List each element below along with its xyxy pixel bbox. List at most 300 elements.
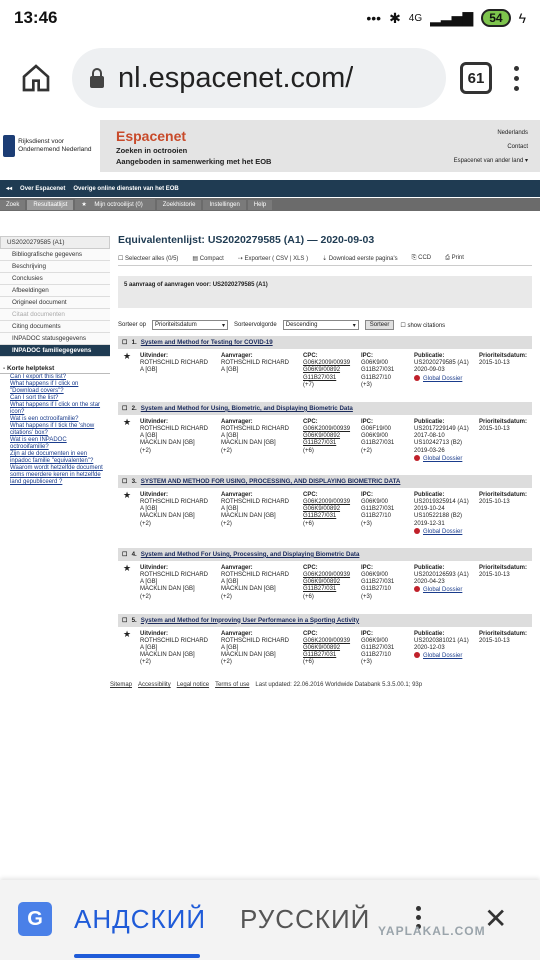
inventor-value: MACKLIN DAN [GB] <box>140 586 195 593</box>
source-language-tab[interactable]: АНДСКИЙ <box>74 904 207 934</box>
priority-label: Prioriteitsdatum: <box>479 491 528 498</box>
sidebar-item-bibliographic[interactable]: Bibliografische gegevens <box>0 249 110 261</box>
ipc-label: IPC: <box>361 418 373 425</box>
ipc-value: G06K9/00 <box>361 360 389 367</box>
pub-value: US2017229149 (A1) <box>414 426 469 432</box>
global-dossier-link[interactable]: Global Dossier <box>414 528 469 536</box>
applicant-value: ROTHSCHILD RICHARD <box>221 499 290 505</box>
other-country-label: Espacenet van ander land <box>453 158 524 164</box>
result-body <box>118 488 532 544</box>
inventor-value: A [GB] <box>140 506 158 513</box>
tab-settings[interactable]: Instellingen <box>203 200 245 210</box>
chevron-down-icon: ▾ <box>222 322 226 329</box>
help-link[interactable]: Zijn al de documenten in een inpadoc familie "equivalenten"? <box>10 451 94 464</box>
cpc-value[interactable]: G06K9/00892 <box>303 506 341 513</box>
result-ipc-column <box>361 631 394 667</box>
order-select[interactable] <box>283 320 359 330</box>
applicant-value: ROTHSCHILD RICHARD <box>221 572 290 578</box>
result-pub-column <box>414 492 469 536</box>
status-icons <box>366 9 526 27</box>
sidebar-item-original[interactable]: Origineel document <box>0 297 110 309</box>
help-box <box>0 364 110 486</box>
inventor-value: A [GB] <box>140 433 158 440</box>
applicant-value: MACKLIN DAN [GB] <box>221 652 276 659</box>
ipc-value: G11B27/031 <box>361 506 395 513</box>
pub-value: US2020126593 (A1) <box>414 572 469 578</box>
ipc-value: G11B27/10 <box>361 652 391 659</box>
language-link[interactable]: Nederlands <box>497 130 528 136</box>
result-header <box>118 336 532 349</box>
ipc-value: G11B27/031 <box>361 645 395 651</box>
applicant-value: A [GB] <box>221 506 239 513</box>
ipc-label: IPC: <box>361 491 373 498</box>
inventor-value: (+2) <box>140 520 151 527</box>
tab-help[interactable]: Help <box>248 200 272 210</box>
sidebar-item-claims[interactable]: Conclusies <box>0 273 110 285</box>
ipc-value: G11B27/031 <box>361 367 395 374</box>
inventor-value: MACKLIN DAN [GB] <box>140 513 195 520</box>
result-inventor-column <box>140 492 208 528</box>
result-ipc-column <box>361 353 394 389</box>
footer-link-legal[interactable]: Legal notice <box>176 682 210 688</box>
inventor-value: ROTHSCHILD RICHARD <box>140 360 209 367</box>
help-link[interactable]: Can I sort the list? <box>10 395 59 401</box>
result-priority-column <box>479 419 527 433</box>
pub-value: 2019-03-26 <box>414 447 445 454</box>
cpc-value[interactable]: G06K2009/00939 <box>303 360 351 367</box>
cpc-label: CPC: <box>303 564 318 571</box>
ccd-label: CCD <box>418 255 432 261</box>
inventor-value: (+2) <box>140 593 151 600</box>
priority-label: Prioriteitsdatum: <box>479 630 528 637</box>
result-ipc-column <box>361 565 394 601</box>
chevron-down-icon: ▾ <box>352 322 356 329</box>
order-label: Sorteervolgorde <box>234 322 277 328</box>
cpc-value: (+6) <box>303 447 314 454</box>
result-title-link[interactable]: System and Method For Using, Processing, and Displaying Biometric Data <box>140 550 360 558</box>
sort-label: Sorteer op <box>118 322 147 328</box>
rvo-logo[interactable] <box>0 122 100 170</box>
global-dossier-link[interactable]: Global Dossier <box>414 375 469 383</box>
sidebar-item-inpadoc-family[interactable]: INPADOC familiegegevens <box>0 345 110 357</box>
result-number: 1. <box>131 339 137 346</box>
result-number: 3. <box>131 477 137 485</box>
show-citations-checkbox[interactable]: ☐ show citations <box>400 322 446 329</box>
star-icon[interactable]: ★ <box>123 628 132 639</box>
result-title-link[interactable]: SYSTEM AND METHOD FOR USING, PROCESSING, AND DISPLAYING BIOMETRIC DATA <box>140 477 401 485</box>
cpc-value[interactable]: G11B27/031 <box>303 374 337 381</box>
lock-icon <box>88 67 106 89</box>
cpc-value[interactable]: G06K9/00892 <box>303 579 341 586</box>
result-applicant-column <box>221 419 289 455</box>
result-inventor-column <box>140 419 208 455</box>
sidebar <box>0 236 110 357</box>
export-formats: ( CSV | XLS ) <box>272 256 309 262</box>
cpc-value[interactable]: G06K2009/00939 <box>303 637 351 644</box>
sort-button[interactable]: Sorteer <box>365 320 395 330</box>
sidebar-item-inpadoc-status[interactable]: INPADOC statusgegevens <box>0 333 110 345</box>
result-pub-column <box>414 353 469 383</box>
applicant-value: MACKLIN DAN [GB] <box>221 440 276 447</box>
result-number: 4. <box>131 550 137 558</box>
help-title-text: Korte helptekst <box>6 365 55 372</box>
header-subtitle-2: Aangeboden in samenwerking met het EOB <box>116 157 272 166</box>
help-title: - Korte helptekst <box>0 364 110 374</box>
tab-history[interactable]: Zoekhistorie <box>157 200 202 210</box>
export-button[interactable]: ⇢ Exporteer ( CSV | XLS ) <box>237 256 309 262</box>
applicant-label: Aanvrager: <box>221 491 253 498</box>
network-label: 4G <box>408 12 423 24</box>
select-all-label: Selecteer alles <box>125 256 165 262</box>
result-inventor-column <box>140 353 208 375</box>
ipc-value: G11B27/10 <box>361 513 391 520</box>
star-icon[interactable]: ★ <box>123 416 132 427</box>
inventor-label: Uitvinder: <box>140 564 169 571</box>
result-priority-column <box>479 631 527 645</box>
ipc-value: (+3) <box>361 593 372 600</box>
result-body <box>118 561 532 610</box>
ipc-value: G11B27/10 <box>361 586 391 593</box>
sidebar-item-drawings[interactable]: Afbeeldingen <box>0 285 110 297</box>
inventor-value: A [GB] <box>140 367 158 374</box>
result-cpc-column <box>303 492 350 528</box>
other-country-select[interactable]: Espacenet van ander land ▾ <box>453 158 528 164</box>
priority-label: Prioriteitsdatum: <box>479 418 528 425</box>
result-header <box>118 548 532 561</box>
pub-label: Publicatie: <box>414 491 445 498</box>
applicant-label: Aanvrager: <box>221 630 253 637</box>
site-header <box>0 120 540 178</box>
sidebar-item-description[interactable]: Beschrijving <box>0 261 110 273</box>
help-link[interactable]: Waarom wordt hetzelfde document soms meerdere keren in hetzelfde land gepubliceerd ? <box>10 465 103 485</box>
result-checkbox[interactable]: ☐ <box>122 616 128 624</box>
cpc-value[interactable]: G06K2009/00939 <box>303 572 351 578</box>
nav-about[interactable]: Over Espacenet <box>20 185 66 192</box>
export-label: Exporteer <box>244 256 271 262</box>
page-title: Equivalentenlijst: US2020279585 (A1) — 2020-09-03 <box>118 234 375 246</box>
url-field[interactable] <box>72 48 446 108</box>
inventor-label: Uitvinder: <box>140 630 169 637</box>
result-cpc-column <box>303 353 350 389</box>
applicant-value: ROTHSCHILD RICHARD <box>221 426 290 432</box>
footer <box>110 682 422 688</box>
compact-button[interactable]: ▤ Compact <box>192 256 224 262</box>
status-bar <box>0 0 540 36</box>
cpc-label: CPC: <box>303 418 318 425</box>
target-language-tab[interactable]: РУССКИЙ <box>240 904 371 934</box>
cpc-value[interactable]: G06K9/00892 <box>303 433 341 440</box>
tab-search[interactable]: Zoek <box>0 200 25 210</box>
pub-value: 2017-08-10 <box>414 433 445 440</box>
inventor-value: MACKLIN DAN [GB] <box>140 440 195 447</box>
help-link[interactable]: Wat is een INPADOC octrooifamilie? <box>10 437 67 450</box>
header-band <box>100 120 540 172</box>
ipc-value: G06K9/00 <box>361 572 389 578</box>
result-pub-column <box>414 419 469 463</box>
cpc-value: (+6) <box>303 593 314 600</box>
cpc-value[interactable]: G11B27/031 <box>303 586 337 593</box>
compact-label: Compact <box>199 256 224 262</box>
footer-link-accessibility[interactable]: Accessibility <box>138 682 171 688</box>
applicant-value: ROTHSCHILD RICHARD <box>221 637 290 644</box>
global-dossier-link[interactable]: Global Dossier <box>414 586 469 594</box>
applicant-label: Aanvrager: <box>221 353 253 359</box>
pub-value: US10522188 (B2) <box>414 513 463 520</box>
print-label: Print <box>451 255 464 261</box>
select-all-checkbox[interactable]: ☐ Selecteer alles (0/5) <box>118 256 179 262</box>
result-cpc-column <box>303 565 350 601</box>
tab-my-list[interactable]: ★ Mijn octrooilijst (0) <box>75 199 154 210</box>
result-count-text: 5 aanvraag of aanvragen voor: US2020279585 (A1) <box>124 282 268 288</box>
google-translate-icon[interactable]: G <box>18 902 52 936</box>
result-ipc-column <box>361 492 394 528</box>
result-checkbox[interactable]: ☐ <box>122 477 128 485</box>
pub-value: US2020279585 (A1) <box>414 360 469 367</box>
applicant-value: (+2) <box>221 659 232 666</box>
inventor-value: ROTHSCHILD RICHARD <box>140 499 209 505</box>
cpc-value[interactable]: G06K9/00892 <box>303 645 341 651</box>
priority-value: 2015-10-13 <box>479 637 510 644</box>
cpc-value: (+6) <box>303 659 314 666</box>
results-list <box>118 336 532 675</box>
result-pub-column <box>414 631 469 661</box>
crest-icon <box>3 135 15 157</box>
inventor-value: (+2) <box>140 659 151 666</box>
result-ipc-column <box>361 419 394 455</box>
result-priority-column <box>479 565 527 579</box>
result-title-link[interactable]: System and Method for Testing for COVID-19 <box>140 339 273 346</box>
cpc-value[interactable]: G11B27/031 <box>303 652 337 659</box>
sort-value: Prioriteitsdatum <box>155 322 197 328</box>
applicant-value: A [GB] <box>221 645 239 651</box>
result-body <box>118 627 532 676</box>
result-header <box>118 475 532 488</box>
ipc-value: G06K9/00 <box>361 499 389 505</box>
tab-my-list-label: Mijn octrooilijst (0) <box>88 200 148 210</box>
bluetooth-icon: ✱ <box>389 9 401 26</box>
show-citations-label: show citations <box>407 322 446 329</box>
footer-link-terms[interactable]: Terms of use <box>215 682 250 688</box>
pub-label: Publicatie: <box>414 564 445 571</box>
url-text: nl.espacenet.com/ <box>118 61 354 94</box>
priority-label: Prioriteitsdatum: <box>479 564 528 571</box>
cpc-value[interactable]: G06K2009/00939 <box>303 499 351 505</box>
pub-label: Publicatie: <box>414 418 445 425</box>
home-button[interactable] <box>14 56 58 100</box>
contact-link[interactable]: Contact <box>507 144 528 150</box>
inventor-value: (+2) <box>140 447 151 454</box>
pub-value: 2020-12-03 <box>414 645 445 651</box>
home-icon <box>20 62 52 94</box>
cpc-value[interactable]: G11B27/031 <box>303 513 337 520</box>
inventor-value: MACKLIN DAN [GB] <box>140 652 195 659</box>
result-checkbox[interactable]: ☐ <box>122 404 128 412</box>
global-dossier-link[interactable]: Global Dossier <box>414 455 469 463</box>
address-bar <box>0 36 540 120</box>
priority-label: Prioriteitsdatum: <box>479 353 528 359</box>
cpc-value: (+7) <box>303 381 314 388</box>
cpc-value: (+6) <box>303 520 314 527</box>
back-arrows-icon: ◂◂ <box>6 186 13 192</box>
signal-icon: ▂▃▅▇ <box>430 9 474 26</box>
translate-bar <box>0 880 540 960</box>
result-cpc-column <box>303 631 350 667</box>
star-icon[interactable]: ★ <box>123 562 132 573</box>
result-applicant-column <box>221 631 289 667</box>
ipc-value: G06F19/00 <box>361 426 392 432</box>
result-header <box>118 402 532 415</box>
cpc-label: CPC: <box>303 353 318 359</box>
selection-count: (0/5) <box>166 256 179 262</box>
watermark: YAPLAKAL.COM <box>378 924 486 938</box>
ipc-value: (+3) <box>361 520 372 527</box>
result-title-link[interactable]: System and Method for Using, Biometric, and Displaying Biometric Data <box>140 404 353 412</box>
order-value: Descending <box>285 322 318 328</box>
result-number: 2. <box>131 404 137 412</box>
active-tab-indicator <box>74 954 200 958</box>
result-checkbox[interactable]: ☐ <box>122 339 128 346</box>
applicant-value: (+2) <box>221 520 232 527</box>
help-link[interactable]: Can I export this list? <box>10 374 67 380</box>
result-header <box>118 614 532 627</box>
result-inventor-column <box>140 631 208 667</box>
cpc-value[interactable]: G11B27/031 <box>303 440 337 447</box>
help-link[interactable]: What happens if I click on the star icon? <box>10 402 101 415</box>
applicant-value: ROTHSCHILD RICHARD <box>221 360 290 367</box>
help-link[interactable]: Wat is een octrooifamilie? <box>10 416 79 422</box>
inventor-label: Uitvinder: <box>140 353 169 359</box>
download-first-pages-button[interactable]: ⇣ Download eerste pagina's <box>322 256 398 262</box>
browser-menu-button[interactable] <box>506 66 526 91</box>
result-applicant-column <box>221 565 289 601</box>
tab-switcher-button[interactable]: 61 <box>460 62 492 94</box>
result-cpc-column <box>303 419 350 455</box>
battery-icon: 54 <box>481 9 510 27</box>
pub-value: 2020-04-23 <box>414 579 445 586</box>
applicant-label: Aanvrager: <box>221 418 253 425</box>
inventor-value: ROTHSCHILD RICHARD <box>140 426 209 432</box>
result-number: 5. <box>131 616 137 624</box>
applicant-value: A [GB] <box>221 367 239 374</box>
top-nav <box>0 180 540 197</box>
close-icon[interactable]: ✕ <box>484 903 508 934</box>
applicant-label: Aanvrager: <box>221 564 253 571</box>
ipc-value: G11B27/031 <box>361 579 395 586</box>
sort-row <box>118 318 532 332</box>
help-link[interactable]: What happens if I click on "Download covers"? <box>10 381 79 394</box>
inventor-label: Uitvinder: <box>140 418 169 425</box>
inventor-value: A [GB] <box>140 579 158 586</box>
ipc-value: G06K9/00 <box>361 433 389 440</box>
more-dots-icon: ••• <box>366 10 382 26</box>
sidebar-header: US2020279585 (A1) <box>0 236 110 249</box>
main-content <box>118 234 532 675</box>
result-applicant-column <box>221 353 289 375</box>
result-priority-column <box>479 353 527 367</box>
ipc-value: (+3) <box>361 381 372 388</box>
ipc-value: G06K9/00 <box>361 637 389 644</box>
result-priority-column <box>479 492 527 506</box>
priority-value: 2015-10-13 <box>479 572 510 578</box>
applicant-value: MACKLIN DAN [GB] <box>221 513 276 520</box>
applicant-value: A [GB] <box>221 433 239 440</box>
espacenet-brand[interactable]: Espacenet <box>116 128 187 144</box>
sidebar-item-cited: Citaat documenten <box>0 309 110 321</box>
cpc-label: CPC: <box>303 491 318 498</box>
pub-value: 2019-10-24 <box>414 506 445 513</box>
pub-value: 2020-09-03 <box>414 367 445 374</box>
cpc-value[interactable]: G06K2009/00939 <box>303 426 351 432</box>
charging-icon: ϟ <box>518 10 526 26</box>
ccd-button[interactable]: ⎘ CCD <box>411 255 432 261</box>
applicant-value: MACKLIN DAN [GB] <box>221 586 276 593</box>
ipc-value: G11B27/10 <box>361 374 391 381</box>
result-checkbox[interactable]: ☐ <box>122 550 128 558</box>
sidebar-item-citing[interactable]: Citing documents <box>0 321 110 333</box>
status-time: 13:46 <box>14 8 58 27</box>
priority-value: 2015-10-13 <box>479 499 510 505</box>
sort-select[interactable] <box>152 320 228 330</box>
cpc-label: CPC: <box>303 630 318 637</box>
pub-value: US2019325914 (A1) <box>414 499 469 505</box>
result-inventor-column <box>140 565 208 601</box>
ipc-value: (+2) <box>361 447 372 454</box>
inventor-value: ROTHSCHILD RICHARD <box>140 637 209 644</box>
header-links <box>454 126 528 168</box>
result-pub-column <box>414 565 469 595</box>
footer-text: Last updated: 22.06.2016 Worldwide Databank 5.3.5.00.1; 93p <box>255 682 423 688</box>
tab-results[interactable]: Resultaatlijst <box>27 200 73 210</box>
sub-nav <box>0 198 540 211</box>
result-body <box>118 349 532 398</box>
footer-link-sitemap[interactable]: Sitemap <box>110 682 133 688</box>
global-dossier-link[interactable]: Global Dossier <box>414 652 469 660</box>
ipc-label: IPC: <box>361 353 373 359</box>
web-page <box>0 120 540 880</box>
inventor-label: Uitvinder: <box>140 491 169 498</box>
applicant-value: (+2) <box>221 593 232 600</box>
result-title-link[interactable]: System and Method for Improving User Performance in a Sporting Activity <box>140 616 360 624</box>
toolbar <box>118 252 532 266</box>
result-applicant-column <box>221 492 289 528</box>
priority-value: 2015-10-13 <box>479 426 510 432</box>
inventor-value: A [GB] <box>140 645 158 651</box>
applicant-value: (+2) <box>221 447 232 454</box>
pub-value: 2019-12-31 <box>414 520 445 527</box>
nav-other-services[interactable]: Overige online diensten van het EOB <box>73 185 179 192</box>
help-link[interactable]: What happens if I tick the 'show citations' box? <box>10 423 95 436</box>
priority-value: 2015-10-13 <box>479 360 510 367</box>
cpc-value[interactable]: G06K9/00892 <box>303 367 341 374</box>
star-icon[interactable]: ★ <box>123 351 132 361</box>
pub-value: US2020381021 (A1) <box>414 637 469 644</box>
download-label: Download eerste pagina's <box>328 256 398 262</box>
pub-label: Publicatie: <box>414 353 445 359</box>
logo-text: Rijksdienst voor Ondernemend Nederland <box>18 138 92 153</box>
pub-label: Publicatie: <box>414 630 445 637</box>
inventor-value: ROTHSCHILD RICHARD <box>140 572 209 578</box>
ipc-label: IPC: <box>361 564 373 571</box>
header-subtitle-1: Zoeken in octrooien <box>116 146 188 155</box>
pub-value: US10242713 (B2) <box>414 440 463 447</box>
applicant-value: A [GB] <box>221 579 239 586</box>
result-count-box <box>118 276 532 308</box>
star-icon[interactable]: ★ <box>123 489 132 500</box>
result-body <box>118 415 532 471</box>
print-button[interactable]: ⎙ Print <box>445 255 464 261</box>
ipc-label: IPC: <box>361 630 373 637</box>
ipc-value: G11B27/031 <box>361 440 395 447</box>
